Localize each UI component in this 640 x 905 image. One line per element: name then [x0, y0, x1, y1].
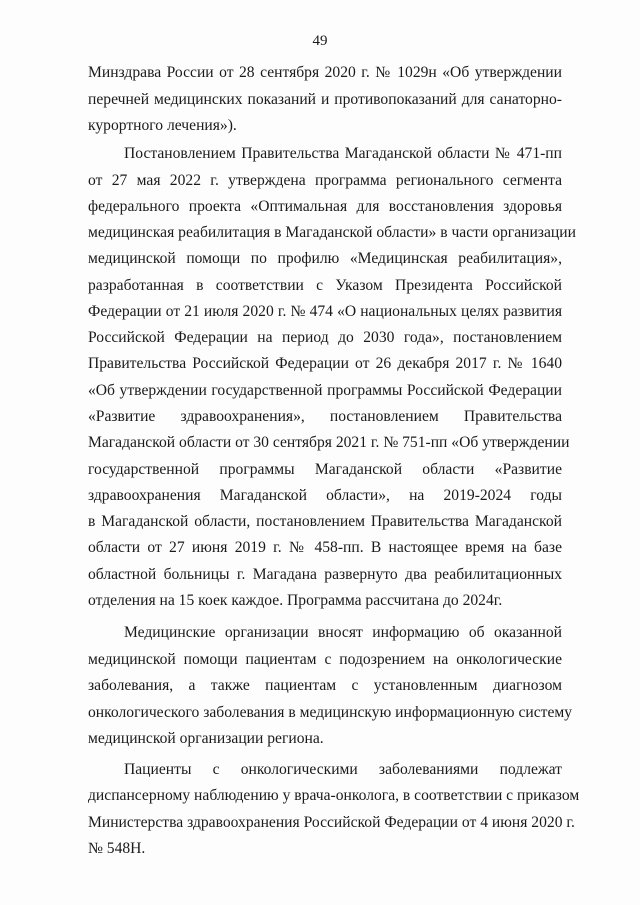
text-line: «Об утверждении государственной программы Российской Федерации	[88, 382, 562, 399]
text-line: Российской Федерации на период до 2030 года», постановлением	[88, 329, 562, 346]
text-line: области от 27 июня 2019 г. № 458-пп. В настоящее время на базе	[88, 539, 562, 556]
text-line: в Магаданской области, постановлением Правительства Магаданской	[88, 513, 562, 530]
text-line: Правительства Российской Федерации от 26 декабря 2017 г. № 1640	[88, 355, 562, 372]
text-line: областной больницы г. Магадана развернуто два реабилитационных	[88, 566, 562, 583]
text-line: федерального проекта «Оптимальная для восстановления здоровья	[88, 198, 562, 215]
text-line: диспансерному наблюдению у врача-онколога, в соответствии с приказом	[88, 787, 580, 804]
text-line: Медицинские организации вносят информацию об оказанной	[124, 624, 562, 641]
page-number: 49	[312, 33, 328, 49]
text-line: Министерства здравоохранения Российской Федерации от 4 июня 2020 г.	[88, 814, 575, 831]
text-line: разработанная в соответствии с Указом Президента Российской	[88, 277, 562, 294]
text-line: Минздрава России от 28 сентября 2020 г. № 1029н «Об утверждении	[88, 64, 562, 81]
text-line: медицинская реабилитация в Магаданской области» в части организации	[88, 224, 576, 241]
text-line: Пациенты с онкологическими заболеваниями подлежат	[124, 761, 562, 778]
text-line: от 27 мая 2022 г. утверждена программа регионального сегмента	[88, 172, 562, 189]
text-line: медицинской помощи пациентам с подозрением на онкологические	[88, 651, 562, 668]
text-line: медицинской организации региона.	[88, 730, 324, 747]
text-line: перечней медицинских показаний и противопоказаний для санаторно-	[88, 91, 562, 108]
text-line: Магаданской области от 30 сентября 2021 г. № 751-пп «Об утверждении	[88, 434, 570, 451]
text-line: заболевания, а также пациентам с установленным диагнозом	[88, 677, 562, 694]
text-line: государственной программы Магаданской области «Развитие	[88, 461, 562, 478]
text-line: онкологического заболевания в медицинскую информационную систему	[88, 704, 573, 721]
text-line: Федерации от 21 июля 2020 г. № 474 «О национальных целях развития	[88, 303, 562, 320]
text-line: отделения на 15 коек каждое. Программа рассчитана до 2024г.	[88, 592, 503, 609]
text-line: «Развитие здравоохранения», постановлением Правительства	[88, 408, 562, 425]
text-line: Постановлением Правительства Магаданской области № 471-пп	[124, 145, 562, 162]
text-line: здравоохранения Магаданской области», на 2019-2024 годы	[88, 487, 562, 504]
text-line: медицинской помощи по профилю «Медицинская реабилитация»,	[88, 250, 562, 267]
text-line: № 548Н.	[88, 840, 146, 857]
text-line: курортного лечения»).	[88, 117, 237, 134]
